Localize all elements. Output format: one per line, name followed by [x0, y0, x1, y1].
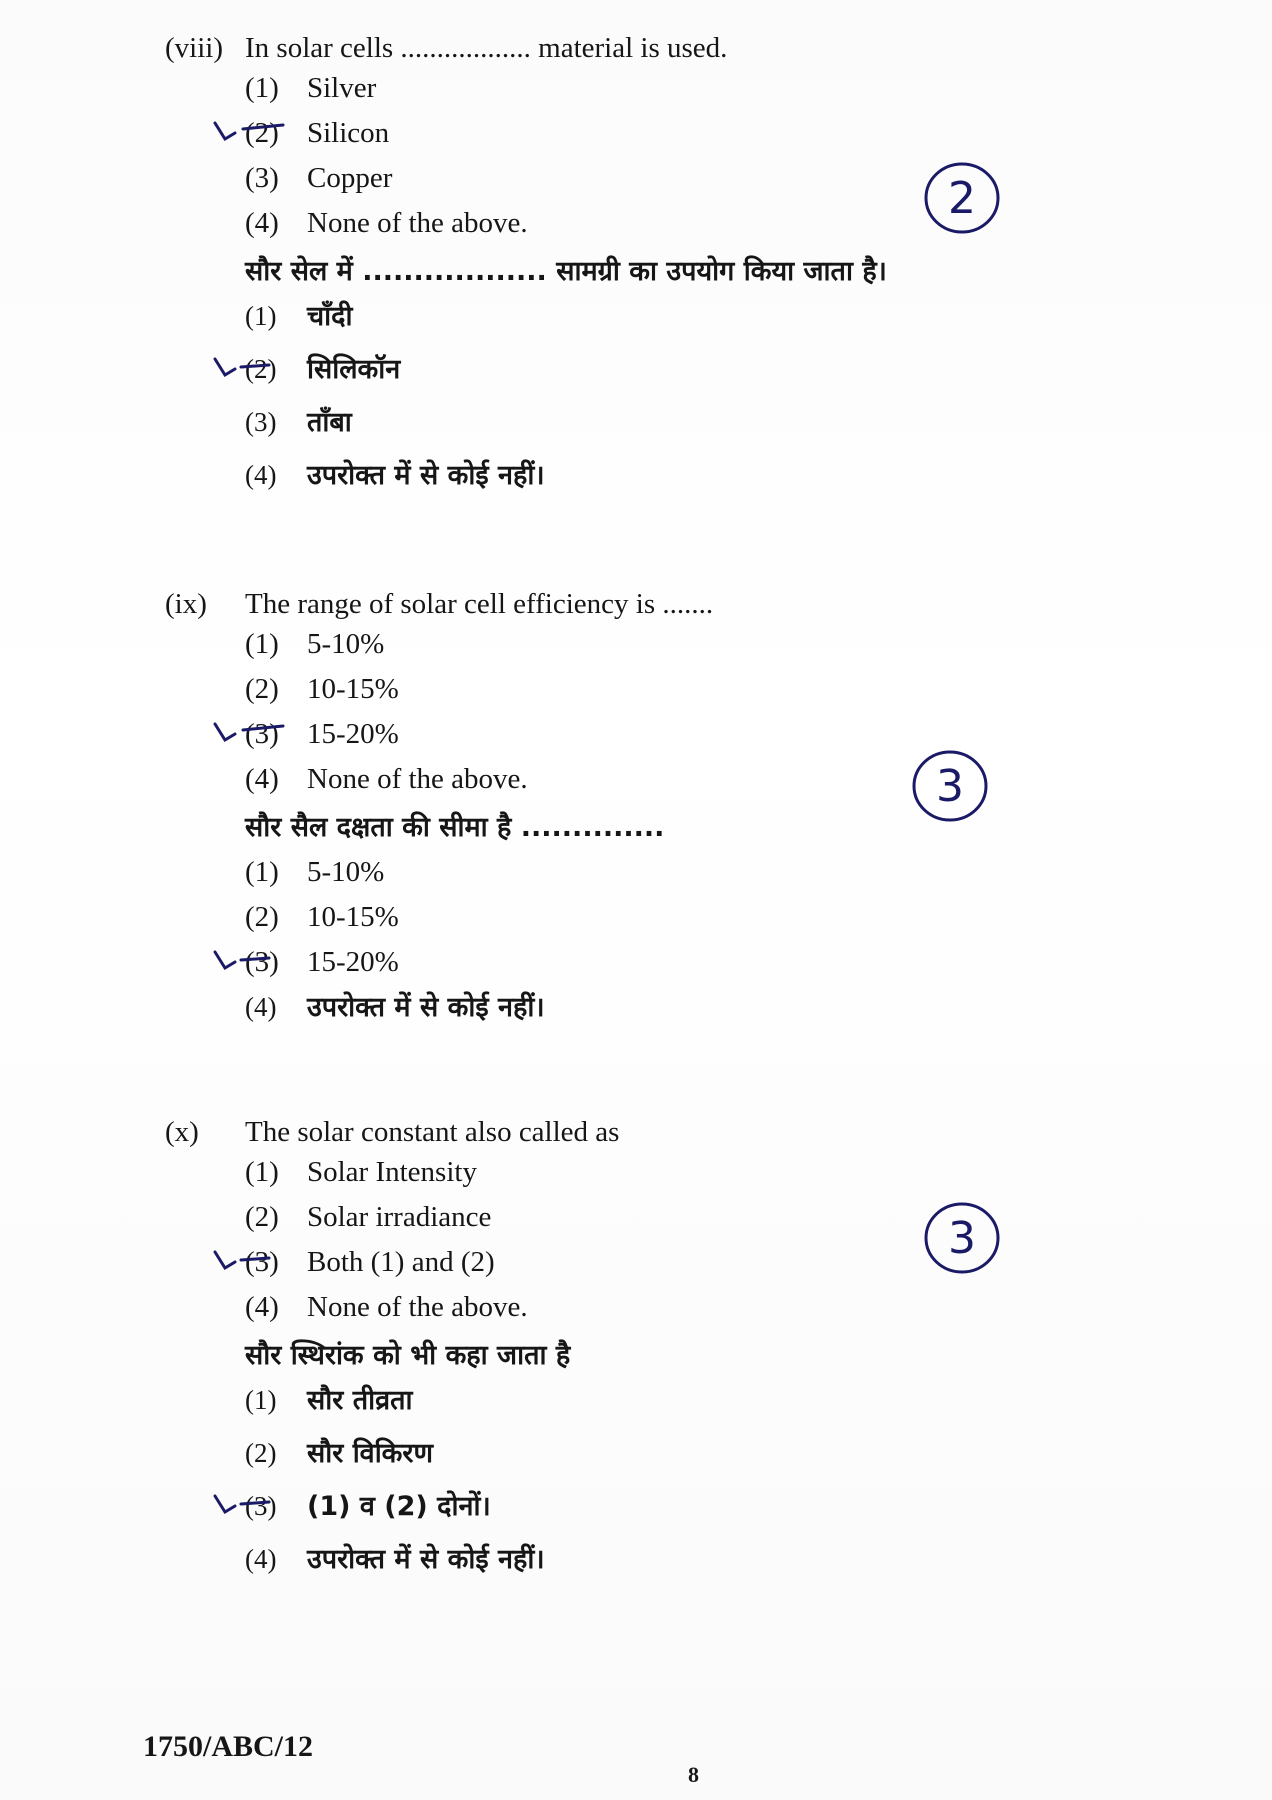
option-4: (4) उपरोक्त में से कोई नहीं।: [245, 1544, 545, 1575]
option-2: (2) 10-15%: [245, 673, 399, 705]
question-header: [165, 1112, 1065, 1152]
option-3: (3) (1) व (2) दोनों।: [245, 1486, 1065, 1539]
option-3: (3) 15-20%: [245, 714, 1065, 759]
question-text-hi: सौर स्थिरांक को भी कहा जाता है: [245, 1340, 571, 1371]
page-number: 8: [688, 1762, 699, 1787]
options-hi: [245, 296, 1065, 508]
option-4: (4) उपरोक्त में से कोई नहीं।: [245, 992, 545, 1023]
option-4: (4) None of the above.: [245, 1291, 528, 1323]
question-header: [165, 584, 1065, 624]
question-header: [165, 28, 1065, 68]
option-3: (3) Copper: [245, 162, 393, 194]
paper-code: 1750/ABC/12: [143, 1730, 314, 1763]
option-3: (3) Both (1) and (2): [245, 1242, 1065, 1287]
options-hi: [245, 852, 1065, 1040]
option-1: (1) Silver: [245, 72, 377, 104]
question-x: [165, 1112, 1065, 1592]
question-text-en: The solar constant also called as: [245, 1116, 620, 1148]
option-1: (1) 5-10%: [245, 628, 385, 660]
question-viii: [165, 28, 1065, 508]
marked-answer: 2: [922, 158, 1002, 238]
question-text-hi: सौर सैल दक्षता की सीमा है ..............: [245, 812, 665, 843]
question-number: (x): [165, 1116, 199, 1148]
option-4: (4) None of the above.: [245, 207, 528, 239]
options-hi: [245, 1380, 1065, 1592]
option-1: (1) चाँदी: [245, 301, 353, 332]
marked-answer: 3: [922, 1198, 1002, 1278]
question-text-hi: सौर सेल में .................. सामग्री का उपयोग किया जाता है।: [245, 256, 887, 287]
option-3: (3) ताँबा: [245, 407, 352, 438]
option-2: (2) Solar irradiance: [245, 1201, 492, 1233]
option-2: (2) Silicon: [245, 113, 1065, 158]
marked-answer: 3: [910, 746, 990, 826]
option-2: (2) 10-15%: [245, 901, 399, 933]
option-2: (2) सौर विकिरण: [245, 1438, 433, 1469]
question-number: (viii): [165, 32, 223, 64]
option-1: (1) सौर तीव्रता: [245, 1385, 413, 1416]
option-4: (4) उपरोक्त में से कोई नहीं।: [245, 460, 545, 491]
option-1: (1) Solar Intensity: [245, 1156, 477, 1188]
question-number: (ix): [165, 588, 207, 620]
option-3: (3) 15-20%: [245, 942, 1065, 987]
question-text-en: The range of solar cell efficiency is .......: [245, 588, 714, 620]
option-1: (1) 5-10%: [245, 856, 385, 888]
option-4: (4) None of the above.: [245, 763, 528, 795]
option-2: (2) सिलिकॉन: [245, 349, 1065, 402]
question-text-en: In solar cells .................. material is used.: [245, 32, 728, 64]
